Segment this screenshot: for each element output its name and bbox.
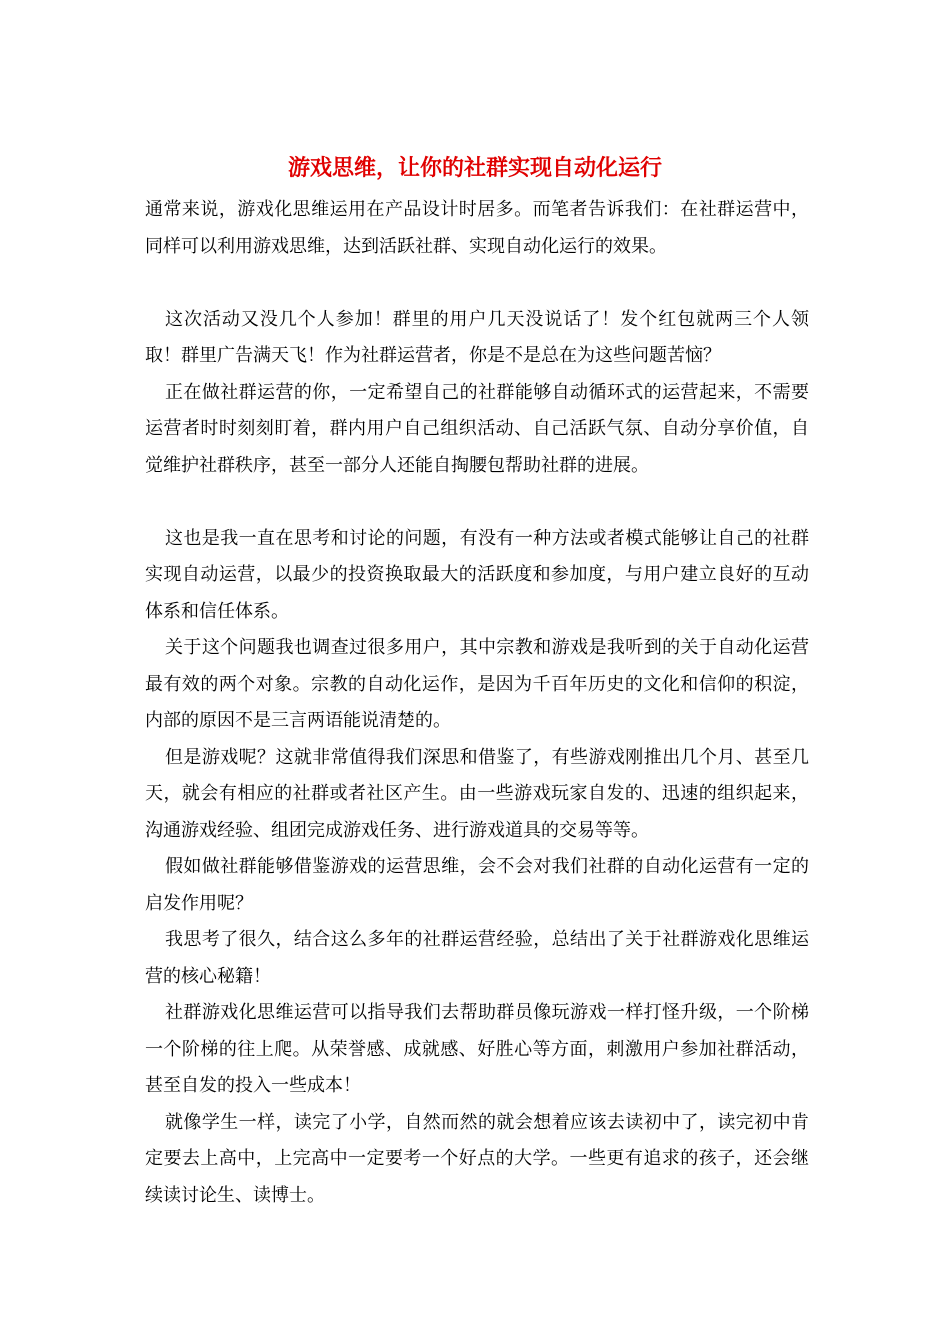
paragraph: 社群游戏化思维运营可以指导我们去帮助群员像玩游戏一样打怪升级，一个阶梯一个阶梯的往上爬。从荣誉感、成就感、好胜心等方面，刺激用户参加社群活动，甚至自发的投入一些成本！ — [145, 1002, 809, 1096]
paragraph: 这次活动又没几个人参加！群里的用户几天没说话了！发个红包就两三个人领取！群里广告满天飞！作为社群运营者，你是不是总在为这些问题苦恼？ — [145, 308, 809, 366]
paragraph: 就像学生一样，读完了小学，自然而然的就会想着应该去读初中了，读完初中肯定要去上高中，上完高中一定要考一个好点的大学。一些更有追求的孩子，还会继续读讨论生、读博士。 — [145, 1111, 809, 1206]
paragraph: 假如做社群能够借鉴游戏的运营思维，会不会对我们社群的自动化运营有一定的启发作用呢？ — [145, 856, 809, 914]
paragraph: 关于这个问题我也调查过很多用户，其中宗教和游戏是我听到的关于自动化运营最有效的两个对象。宗教的自动化运作，是因为千百年历史的文化和信仰的积淀，内部的原因不是三言两语能说清楚的。 — [145, 637, 809, 731]
paragraph: 我思考了很久，结合这么多年的社群运营经验，总结出了关于社群游戏化思维运营的核心秘籍！ — [145, 929, 809, 987]
paragraph-spacer — [145, 265, 809, 302]
document-title: 游戏思维，让你的社群实现自动化运行 — [287, 155, 662, 181]
paragraph-intro: 通常来说，游戏化思维运用在产品设计时居多。而笔者告诉我们：在社群运营中，同样可以利用游戏思维，达到活跃社群、实现自动化运行的效果。 — [145, 199, 809, 257]
paragraph: 正在做社群运营的你，一定希望自己的社群能够自动循环式的运营起来，不需要运营者时时刻刻盯着，群内用户自己组织活动、自己活跃气氛、自动分享价值，自觉维护社群秩序，甚至一部分人还能自掏腰包帮助社群的进展。 — [145, 381, 809, 476]
paragraph: 这也是我一直在思考和讨论的问题，有没有一种方法或者模式能够让自己的社群实现自动运营，以最少的投资换取最大的活跃度和参加度，与用户建立良好的互动体系和信任体系。 — [145, 527, 809, 622]
paragraph-spacer — [145, 484, 809, 521]
document-body — [145, 192, 809, 1214]
paragraph: 但是游戏呢？这就非常值得我们深思和借鉴了，有些游戏刚推出几个月、甚至几天，就会有相应的社群或者社区产生。由一些游戏玩家自发的、迅速的组织起来，沟通游戏经验、组团完成游戏任务、进行游戏道具的交易等等。 — [145, 746, 809, 841]
